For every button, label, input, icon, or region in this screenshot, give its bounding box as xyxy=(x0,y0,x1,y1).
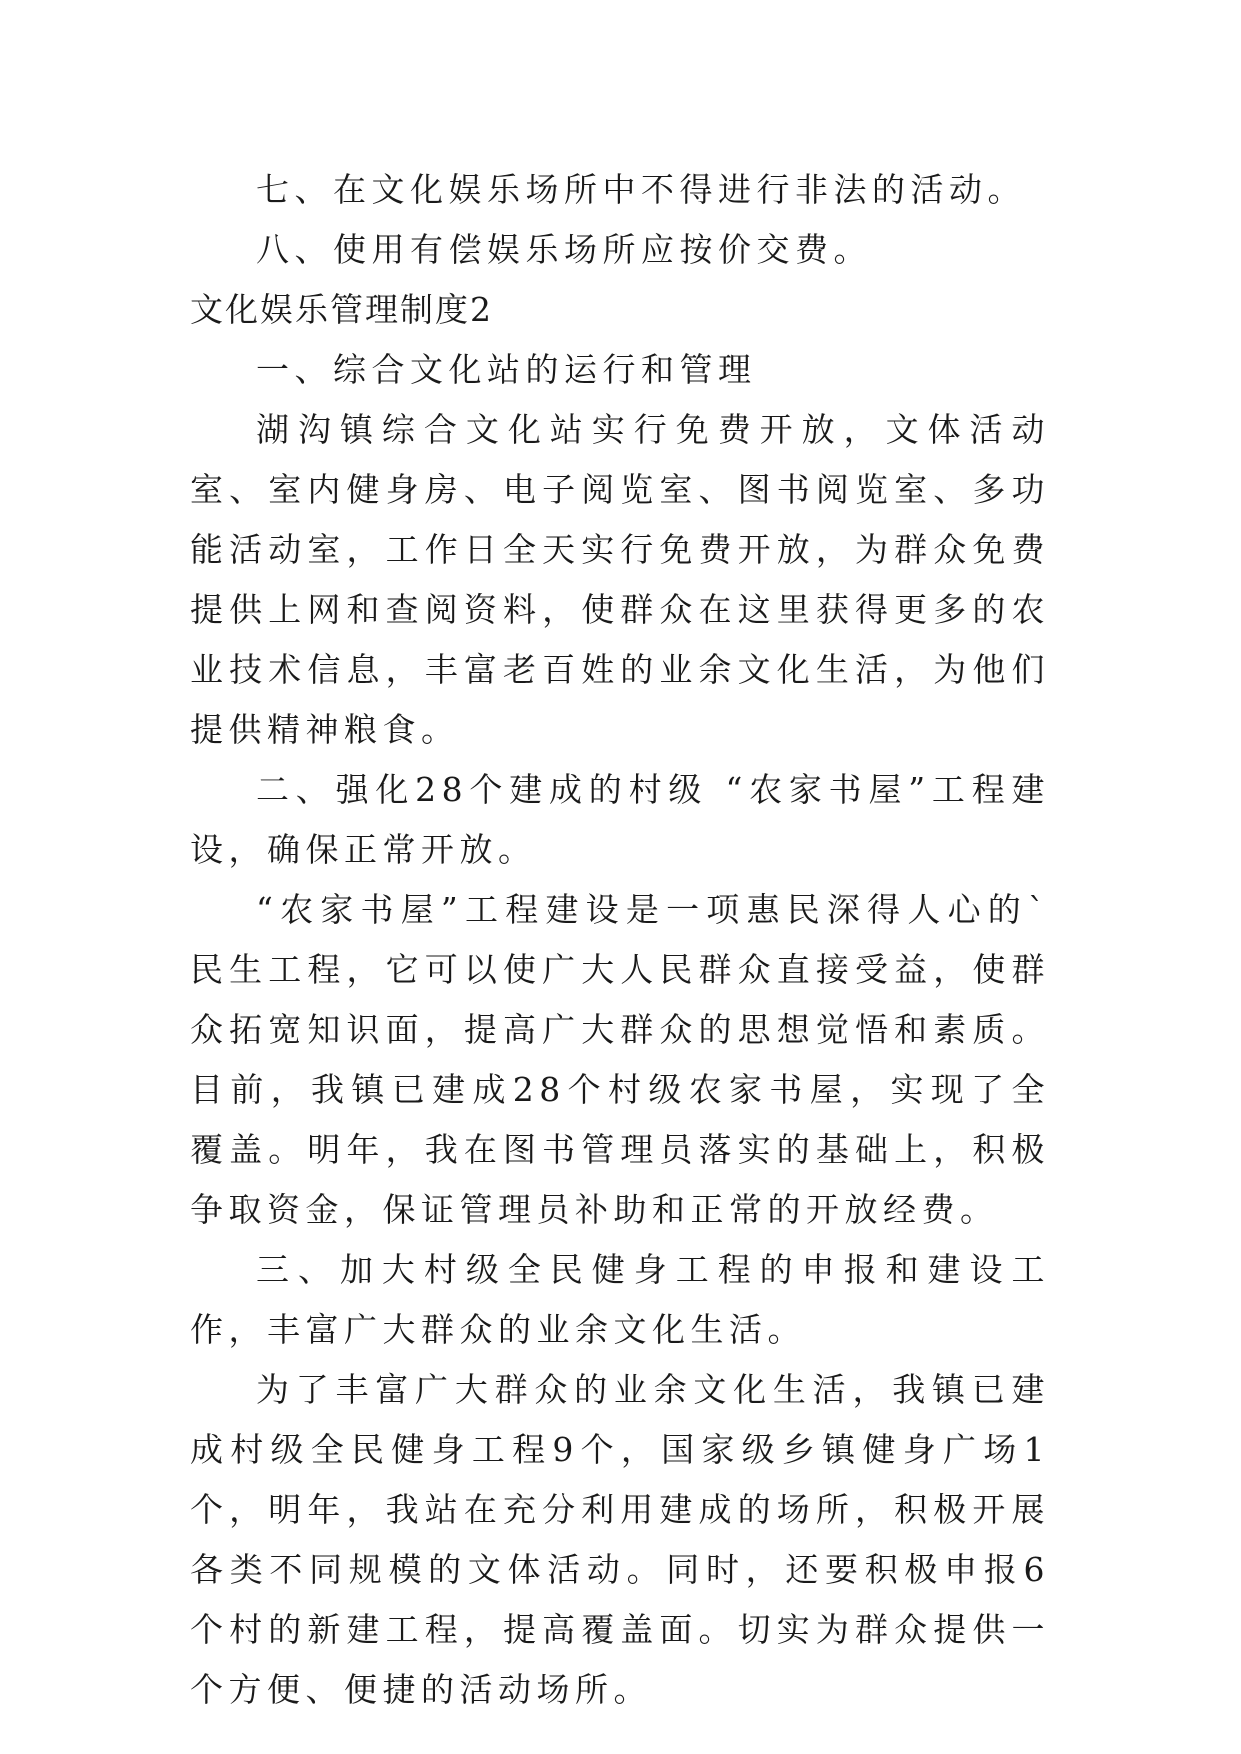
paragraph-body-1: 湖沟镇综合文化站实行免费开放，文体活动室、室内健身房、电子阅览室、图书阅览室、多功能活动室，工作日全天实行免费开放，为群众免费提供上网和查阅资料，使群众在这里获得更多的农业技术信息，丰富老百姓的业余文化生活，为他们提供精神粮食。 xyxy=(190,410,1050,749)
section-title: 文化娱乐管理制度2 xyxy=(190,290,493,329)
paragraph-heading-1: 一、综合文化站的运行和管理 xyxy=(256,350,757,389)
paragraph-item-7: 七、在文化娱乐场所中不得进行非法的活动。 xyxy=(256,170,1026,209)
paragraph-body-3: 为了丰富广大群众的业余文化生活，我镇已建成村级全民健身工程9个，国家级乡镇健身广场1个，明年，我站在充分利用建成的场所，积极开展各类不同规模的文体活动。同时，还要积极申报6个村的新建工程，提高覆盖面。切实为群众提供一个方便、便捷的活动场所。 xyxy=(190,1370,1050,1709)
paragraph-heading-2: 二、强化28个建成的村级 “农家书屋”工程建设，确保正常开放。 xyxy=(190,770,1050,869)
paragraph-body-2: “农家书屋”工程建设是一项惠民深得人心的`民生工程，它可以使广大人民群众直接受益，使群众拓宽知识面，提高广大群众的思想觉悟和素质。目前，我镇已建成28个村级农家书屋，实现了全覆盖。明年，我在图书管理员落实的基础上，积极争取资金，保证管理员补助和正常的开放经费。 xyxy=(190,890,1050,1229)
paragraph-item-8: 八、使用有偿娱乐场所应按价交费。 xyxy=(256,230,872,269)
document-body xyxy=(190,160,1050,1720)
paragraph-heading-3: 三、加大村级全民健身工程的申报和建设工作，丰富广大群众的业余文化生活。 xyxy=(190,1250,1050,1349)
